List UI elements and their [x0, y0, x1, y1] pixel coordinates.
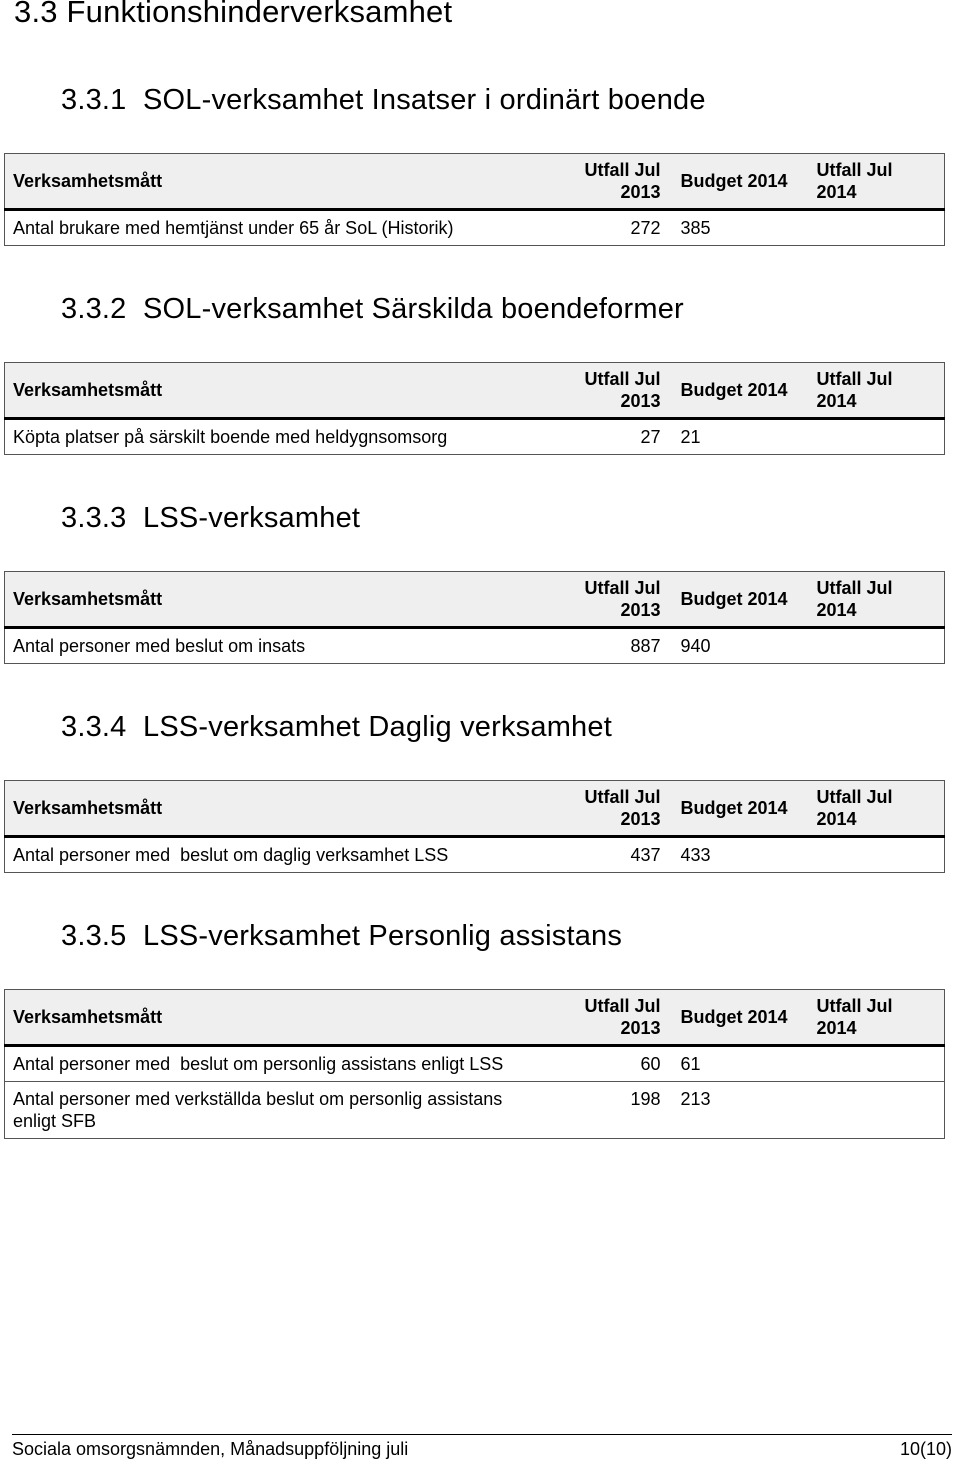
value-utfall-2013: 60: [527, 1046, 669, 1082]
value-utfall-2014: [807, 210, 945, 246]
col-header-utfall-2014: Utfall Jul 2014: [807, 572, 945, 628]
row-label: Antal personer med beslut om daglig verksamhet LSS: [13, 845, 449, 865]
col-header-utfall-2014: Utfall Jul 2014: [807, 781, 945, 837]
row-label: Antal personer med verkställda beslut om personlig assistans enligt SFB: [13, 1089, 503, 1131]
table-header-row: [5, 990, 945, 1046]
col-header-utfall-2013: Utfall Jul 2013: [527, 990, 669, 1046]
section-heading: [61, 502, 360, 535]
section-heading: [61, 84, 706, 117]
section-heading: [61, 920, 622, 953]
col-header-budget-2014: Budget 2014: [669, 781, 807, 837]
value-utfall-2013: 272: [630, 218, 661, 238]
col-header-metric: Verksamhetsmått: [5, 154, 527, 210]
section-title: LSS-verksamhet Personlig assistans: [143, 920, 623, 952]
section-number: 3.3.5: [61, 920, 127, 952]
value-utfall-2013: 437: [630, 845, 661, 865]
value-budget-2014: 61: [669, 1046, 807, 1082]
page-footer: [12, 1434, 952, 1460]
footer-document-title: Sociala omsorgsnämnden, Månadsuppföljning juli: [12, 1439, 409, 1459]
table-row: [5, 210, 945, 246]
col-header-budget-2014: Budget 2014: [669, 990, 807, 1046]
col-header-utfall-2013: Utfall Jul 2013: [527, 363, 669, 419]
section-title: LSS-verksamhet Daglig verksamhet: [143, 711, 612, 743]
value-budget-2014: 213: [680, 1089, 711, 1109]
col-header-metric: Verksamhetsmått: [5, 781, 527, 837]
metrics-table: [4, 153, 945, 246]
table-header-row: [5, 572, 945, 628]
metrics-table: [4, 780, 945, 873]
value-budget-2014: 940: [680, 636, 711, 656]
value-utfall-2014: [807, 628, 945, 664]
col-header-utfall-2014: Utfall Jul 2014: [807, 990, 945, 1046]
table-row: [5, 1046, 945, 1082]
section-number: 3.3.3: [61, 502, 127, 534]
value-utfall-2013: 887: [630, 636, 661, 656]
value-utfall-2013: 27: [640, 427, 661, 447]
row-label: Antal personer med beslut om insats: [13, 636, 306, 656]
section-title: LSS-verksamhet: [143, 502, 361, 534]
metrics-table: [4, 571, 945, 664]
col-header-utfall-2014: Utfall Jul 2014: [807, 154, 945, 210]
row-label: Köpta platser på särskilt boende med heldygnsomsorg: [13, 427, 448, 447]
table-row: [5, 419, 945, 455]
table-header-row: [5, 154, 945, 210]
value-utfall-2014: [807, 1082, 945, 1139]
value-budget-2014: 385: [680, 218, 711, 238]
footer-page-number: 10(10): [899, 1439, 952, 1459]
page-heading: 3.3 Funktionshinderverksamhet: [14, 0, 453, 29]
table-row: [5, 628, 945, 664]
value-budget-2014: 21: [680, 427, 701, 447]
metrics-table: [4, 362, 945, 455]
table-header-row: [5, 363, 945, 419]
section-number: 3.3.1: [61, 84, 127, 116]
section-title: SOL-verksamhet Särskilda boendeformer: [143, 293, 684, 325]
col-header-utfall-2013: Utfall Jul 2013: [527, 154, 669, 210]
table-row: [5, 1082, 945, 1139]
col-header-metric: Verksamhetsmått: [5, 363, 527, 419]
col-header-budget-2014: Budget 2014: [669, 154, 807, 210]
col-header-utfall-2014: Utfall Jul 2014: [807, 363, 945, 419]
col-header-utfall-2013: Utfall Jul 2013: [527, 572, 669, 628]
section-number: 3.3.4: [61, 711, 127, 743]
col-header-metric: Verksamhetsmått: [5, 990, 527, 1046]
section-heading: [61, 293, 684, 326]
table-header-row: [5, 781, 945, 837]
section-title: SOL-verksamhet Insatser i ordinärt boende: [143, 84, 706, 116]
value-budget-2014: 433: [680, 845, 711, 865]
table-row: [5, 837, 945, 873]
row-label: Antal brukare med hemtjänst under 65 år SoL (Historik): [13, 218, 454, 238]
section-heading: [61, 711, 612, 744]
col-header-utfall-2013: Utfall Jul 2013: [527, 781, 669, 837]
row-label: Antal personer med beslut om personlig assistans enligt LSS: [5, 1046, 527, 1082]
value-utfall-2013: 198: [630, 1089, 661, 1109]
value-utfall-2014: [807, 837, 945, 873]
col-header-budget-2014: Budget 2014: [669, 363, 807, 419]
col-header-metric: Verksamhetsmått: [5, 572, 527, 628]
metrics-table: [4, 989, 945, 1139]
value-utfall-2014: [807, 419, 945, 455]
value-utfall-2014: [807, 1046, 945, 1082]
section-number: 3.3.2: [61, 293, 127, 325]
col-header-budget-2014: Budget 2014: [669, 572, 807, 628]
